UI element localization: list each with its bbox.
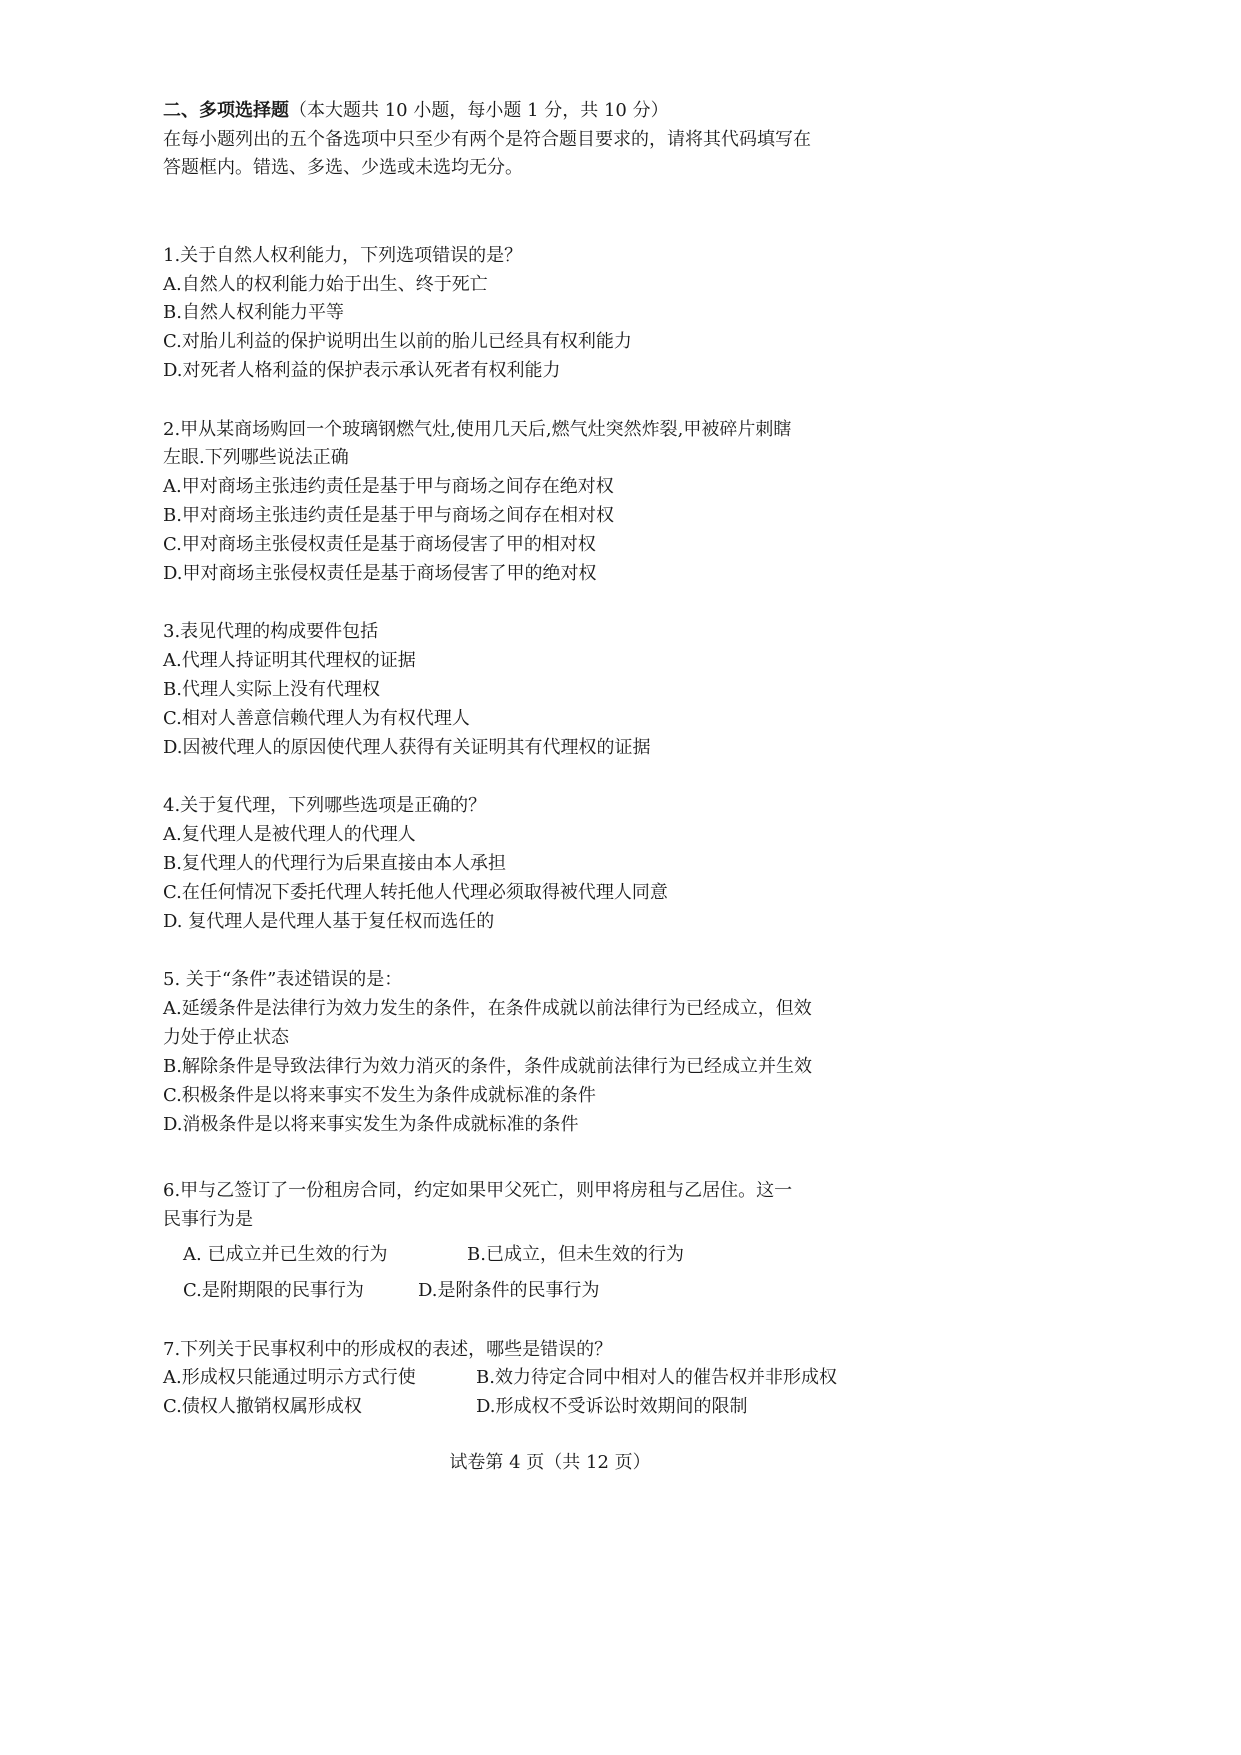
- question-5-option-a: A.延缓条件是法律行为效力发生的条件，在条件成就以前法律行为已经成立，但效: [163, 998, 812, 1019]
- question-6-option-a: A. 已成立并已生效的行为: [183, 1244, 388, 1265]
- question-7-stem: 7.下列关于民事权利中的形成权的表述，哪些是错误的？: [163, 1339, 613, 1360]
- question-2-option-a: A.甲对商场主张违约责任是基于甲与商场之间存在绝对权: [163, 476, 614, 497]
- question-3-option-a: A.代理人持证明其代理权的证据: [163, 650, 416, 671]
- question-7-option-a: A.形成权只能通过明示方式行使: [163, 1367, 416, 1388]
- question-2-stem: 左眼.下列哪些说法正确: [163, 447, 349, 468]
- question-5-option-b: B.解除条件是导致法律行为效力消灭的条件，条件成就前法律行为已经成立并生效: [163, 1056, 812, 1077]
- section-instructions-line: 答题框内。错选、多选、少选或未选均无分。: [163, 157, 523, 178]
- question-7-option-c: C.债权人撤销权属形成权: [163, 1396, 362, 1417]
- question-3-option-c: C.相对人善意信赖代理人为有权代理人: [163, 708, 470, 729]
- question-1-stem: 1.关于自然人权利能力，下列选项错误的是？: [163, 245, 523, 266]
- question-5-option-a-cont: 力处于停止状态: [163, 1027, 289, 1048]
- question-7-option-b: B.效力待定合同中相对人的催告权并非形成权: [476, 1367, 837, 1388]
- question-5-option-c: C.积极条件是以将来事实不发生为条件成就标准的条件: [163, 1085, 596, 1106]
- question-1-option-b: B.自然人权利能力平等: [163, 302, 344, 323]
- section-meta: （本大题共 10 小题，每小题 1 分，共 10 分）: [289, 100, 669, 121]
- question-6-option-d: D.是附条件的民事行为: [418, 1280, 600, 1301]
- question-6-option-b: B.已成立，但未生效的行为: [467, 1244, 684, 1265]
- question-5-stem: 5. 关于“条件”表述错误的是：: [163, 969, 403, 990]
- question-3-option-d: D.因被代理人的原因使代理人获得有关证明其有代理权的证据: [163, 737, 651, 758]
- question-4-option-a: A.复代理人是被代理人的代理人: [163, 824, 416, 845]
- question-4-option-d: D. 复代理人是代理人基于复任权而选任的: [163, 911, 495, 932]
- question-4-stem: 4.关于复代理，下列哪些选项是正确的？: [163, 795, 487, 816]
- question-2-stem: 2.甲从某商场购回一个玻璃钢燃气灶,使用几天后,燃气灶突然炸裂,甲被碎片刺瞎: [163, 419, 792, 440]
- question-2-option-b: B.甲对商场主张违约责任是基于甲与商场之间存在相对权: [163, 505, 614, 526]
- question-2-option-d: D.甲对商场主张侵权责任是基于商场侵害了甲的绝对权: [163, 563, 597, 584]
- question-3-option-b: B.代理人实际上没有代理权: [163, 679, 380, 700]
- question-3-stem: 3.表见代理的构成要件包括: [163, 621, 379, 642]
- question-4-option-b: B.复代理人的代理行为后果直接由本人承担: [163, 853, 506, 874]
- question-4-option-c: C.在任何情况下委托代理人转托他人代理必须取得被代理人同意: [163, 882, 668, 903]
- question-6-stem: 6.甲与乙签订了一份租房合同，约定如果甲父死亡，则甲将房租与乙居住。这一: [163, 1180, 793, 1201]
- question-1-option-d: D.对死者人格利益的保护表示承认死者有权利能力: [163, 360, 561, 381]
- question-6-stem: 民事行为是: [163, 1209, 253, 1230]
- section-title: 二、多项选择题: [163, 100, 289, 121]
- page-footer: 试卷第 4 页（共 12 页）: [449, 1452, 651, 1473]
- question-2-option-c: C.甲对商场主张侵权责任是基于商场侵害了甲的相对权: [163, 534, 596, 555]
- section-heading: [163, 100, 669, 122]
- question-1-option-a: A.自然人的权利能力始于出生、终于死亡: [163, 274, 488, 295]
- question-6-option-c: C.是附期限的民事行为: [183, 1280, 364, 1301]
- section-instructions-line: 在每小题列出的五个备选项中只至少有两个是符合题目要求的，请将其代码填写在: [163, 129, 811, 150]
- question-5-option-d: D.消极条件是以将来事实发生为条件成就标准的条件: [163, 1114, 579, 1135]
- question-1-option-c: C.对胎儿利益的保护说明出生以前的胎儿已经具有权利能力: [163, 331, 632, 352]
- question-7-option-d: D.形成权不受诉讼时效期间的限制: [476, 1396, 748, 1417]
